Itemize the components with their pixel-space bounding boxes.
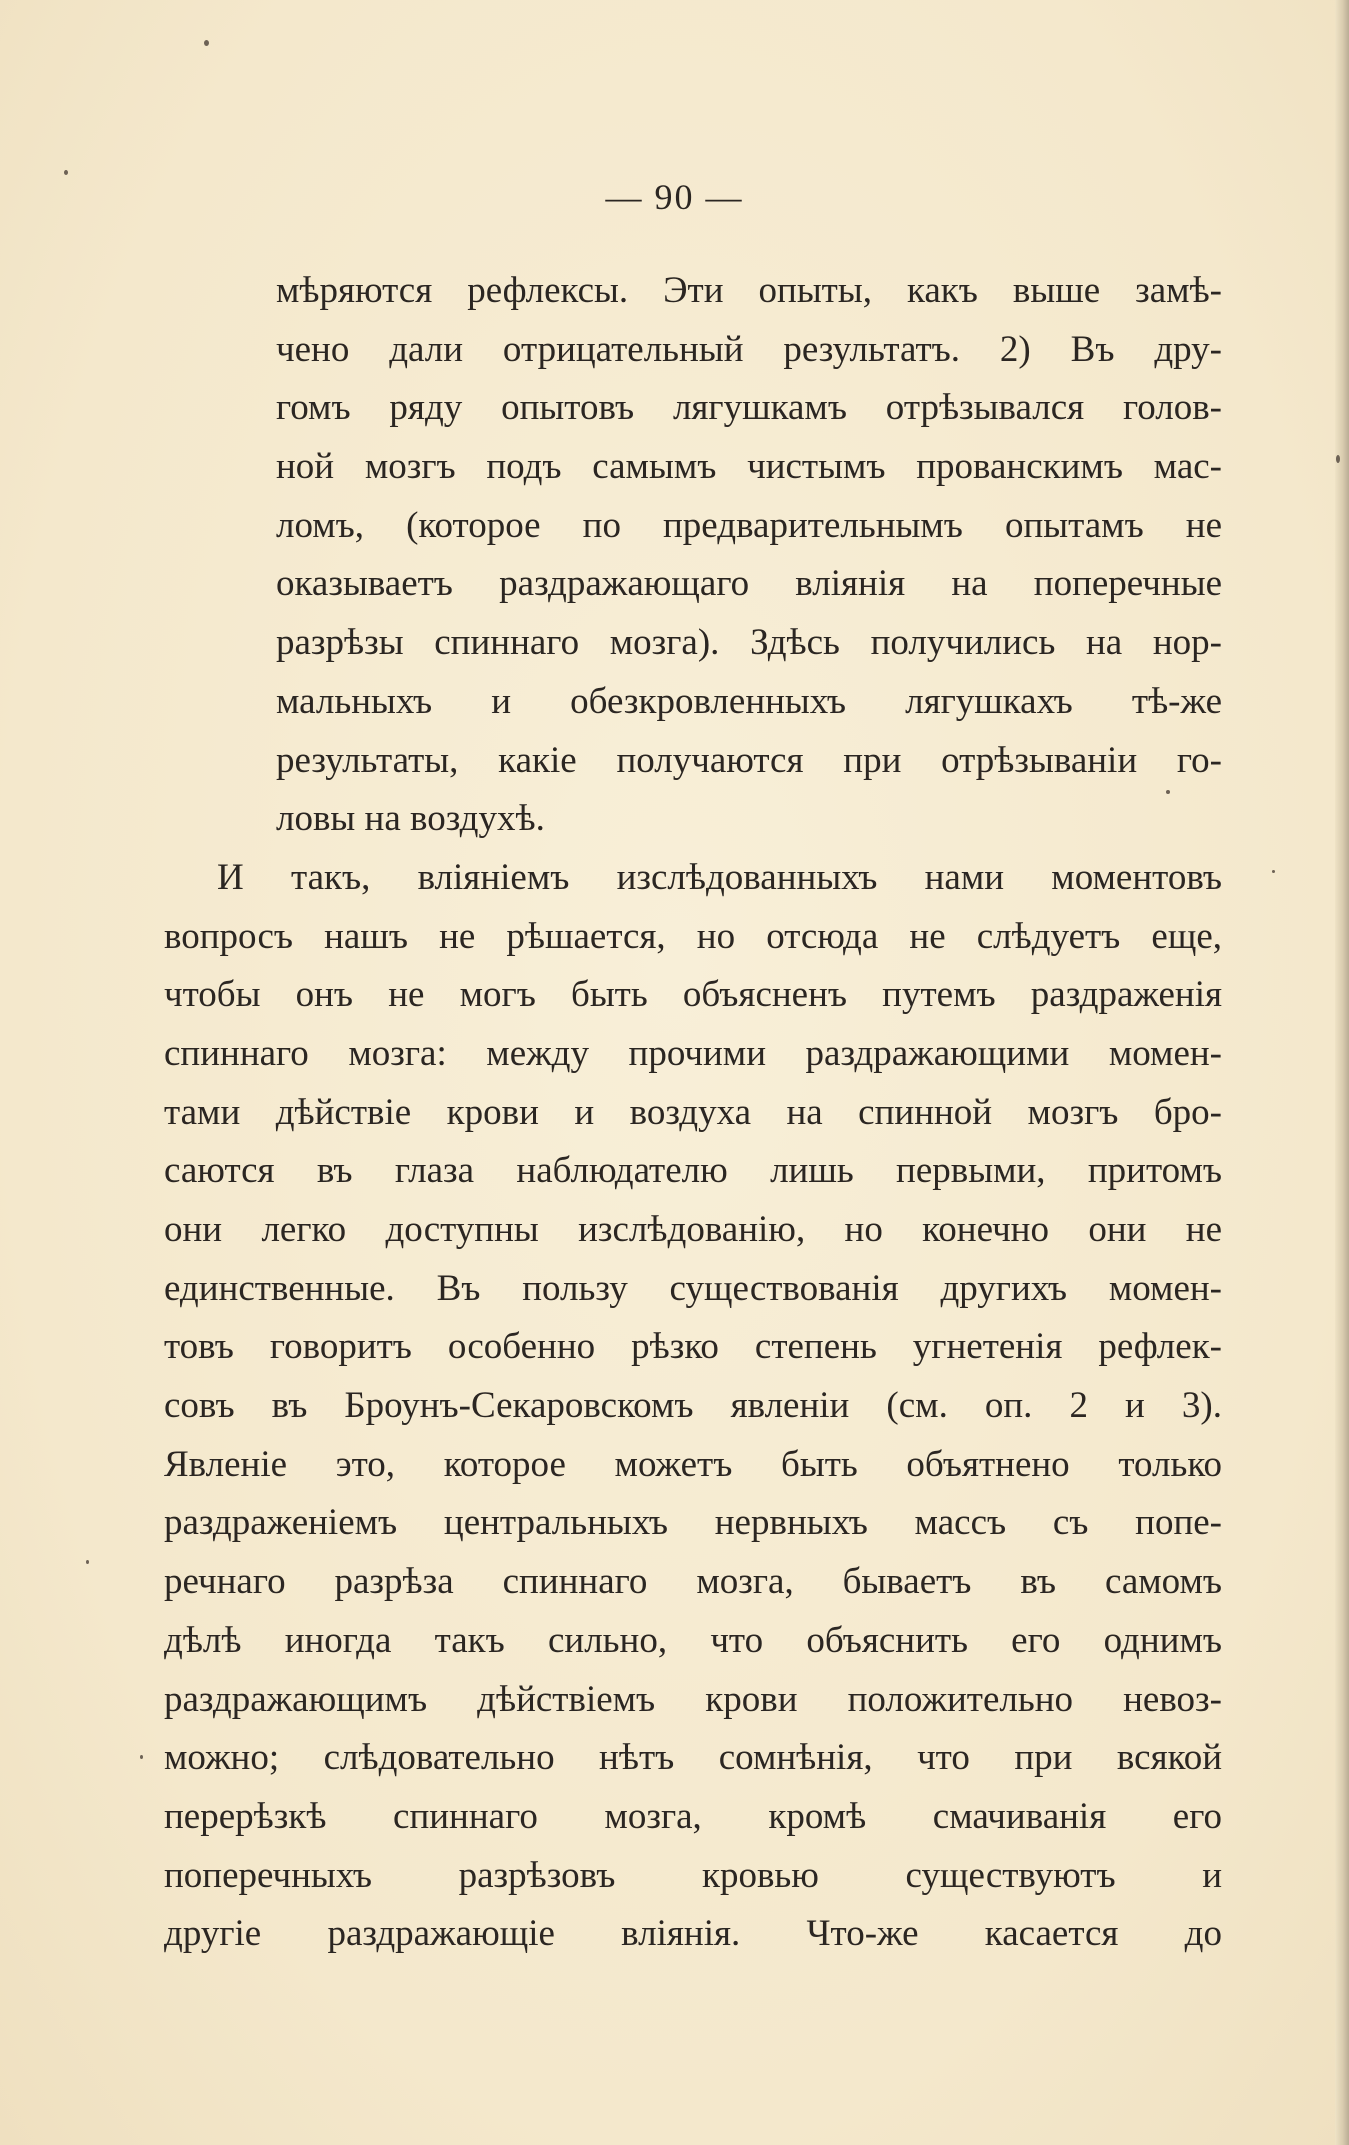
text-line: речнаго разрѣза спиннаго мозга, бываетъ въ самомъ [164,1561,1222,1603]
paper-speck [1166,790,1170,794]
paper-speck [1272,870,1275,873]
text-line: единственные. Въ пользу существованія другихъ момен- [164,1267,1222,1309]
text-line: ловы на воздухѣ. [276,798,545,840]
text-line: гомъ ряду опытовъ лягушкамъ отрѣзывался голов- [276,387,1222,429]
text-line: поперечныхъ разрѣзовъ кровью существуютъ и [164,1854,1222,1896]
text-line: вопросъ нашъ не рѣшается, но отсюда не слѣдуетъ еще, [164,915,1222,957]
text-line: ломъ, (которое по предварительнымъ опытамъ не [276,504,1222,546]
text-line: товъ говоритъ особенно рѣзко степень угнетенія рефлек- [164,1326,1222,1368]
text-line: другіе раздражающіе вліянія. Что-же касается до [164,1913,1222,1955]
text-line: тами дѣйствіе крови и воздуха на спинной мозгъ бро- [164,1091,1222,1133]
text-line: совъ въ Броунъ-Секаровскомъ явленіи (см. оп. 2 и 3). [164,1385,1222,1427]
paper-speck [86,1560,89,1564]
text-line: ной мозгъ подъ самымъ чистымъ прованскимъ мас- [276,446,1222,488]
body-text [164,262,1222,1964]
paper-speck [64,170,68,175]
text-line: они легко доступны изслѣдованію, но конечно они не [164,1209,1222,1250]
page-number: — 90 — [605,177,744,217]
paper-speck [204,40,209,46]
text-line: Явленіе это, которое можетъ быть объятнено только [164,1443,1222,1485]
text-line: оказываетъ раздражающаго вліянія на поперечные [276,563,1222,605]
paper-speck [140,1755,143,1759]
text-line: мальныхъ и обезкровленныхъ лягушкахъ тѣ-же [276,680,1222,722]
text-line: И такъ, вліяніемъ изслѣдованныхъ нами моментовъ [217,856,1222,898]
text-line: разрѣзы спиннаго мозга). Здѣсь получились на нор- [276,622,1222,664]
text-line: результаты, какіе получаются при отрѣзываніи го- [276,739,1222,781]
text-line: можно; слѣдовательно нѣтъ сомнѣнія, что при всякой [164,1737,1222,1779]
text-line: дѣлѣ иногда такъ сильно, что объяснить его однимъ [164,1619,1222,1661]
text-line: раздраженіемъ центральныхъ нервныхъ массъ съ попе- [164,1502,1222,1544]
text-line: перерѣзкѣ спиннаго мозга, кромѣ смачиванія его [164,1795,1222,1837]
paper-speck [1336,455,1340,463]
text-line: спиннаго мозга: между прочими раздражающими момен- [164,1032,1222,1074]
text-line: чено дали отрицательный результатъ. 2) Въ дру- [276,328,1222,370]
page-edge-shadow [1335,0,1349,2145]
text-line: раздражающимъ дѣйствіемъ крови положительно невоз- [164,1678,1222,1720]
text-line: мѣряются рефлексы. Эти опыты, какъ выше замѣ- [276,270,1222,311]
text-line: чтобы онъ не могъ быть объясненъ путемъ раздраженія [164,974,1222,1016]
text-line: саются въ глаза наблюдателю лишь первыми, притомъ [164,1150,1222,1192]
